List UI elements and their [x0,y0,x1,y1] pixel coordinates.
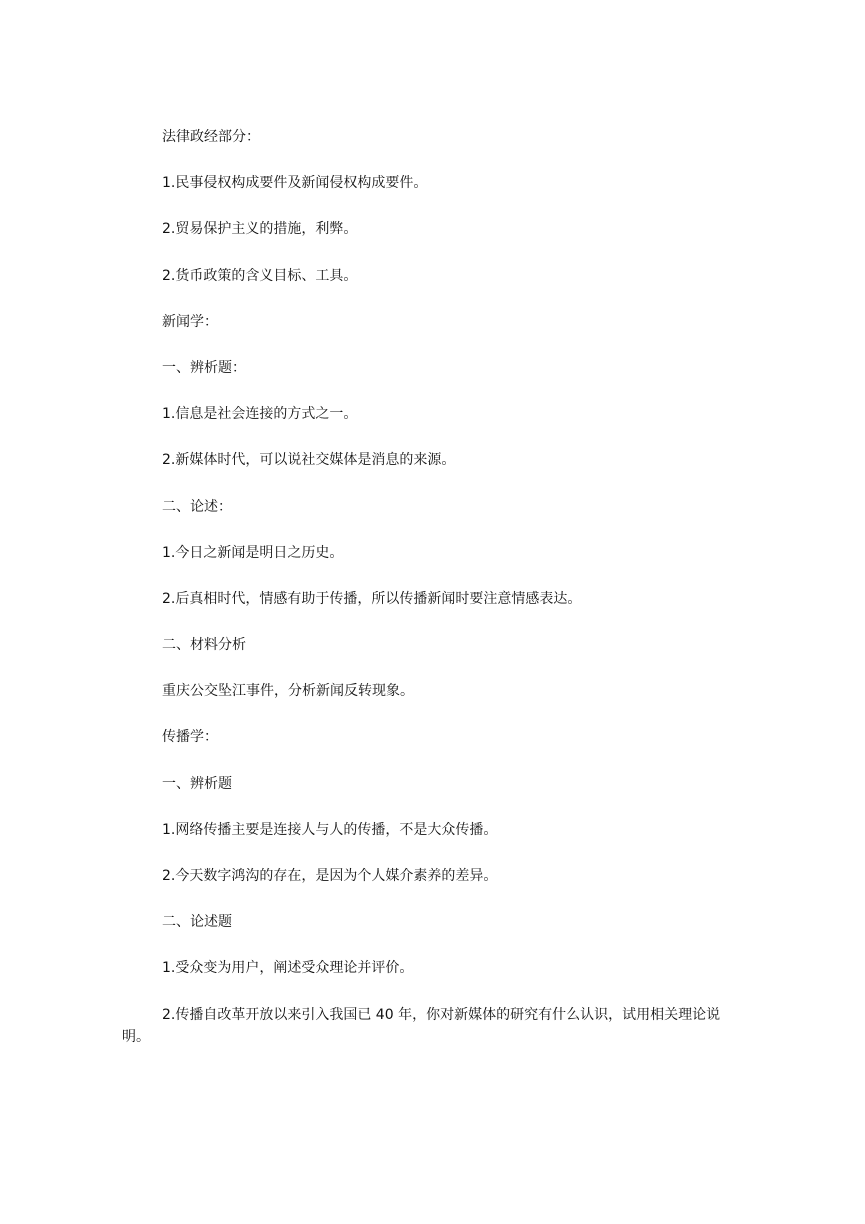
list-item: 1.今日之新闻是明日之历史。 [162,544,344,561]
list-item: 重庆公交坠江事件，分析新闻反转现象。 [162,683,414,700]
list-item: 1.网络传播主要是连接人与人的传播，不是大众传播。 [162,821,498,838]
subsection-heading: 一、辨析题 [162,775,232,792]
list-item: 2.货币政策的含义目标、工具。 [162,267,358,284]
subsection-heading: 二、材料分析 [162,637,246,654]
subsection-heading: 一、辨析题： [162,359,246,376]
document-body [122,126,742,1048]
section-heading-law-politics-economics: 法律政经部分： [162,129,260,145]
subsection-heading: 二、论述： [162,498,232,515]
list-item: 2.传播自改革开放以来引入我国已 40 年，你对新媒体的研究有什么认识，试用相关理论说明。 [122,1006,721,1045]
subsection-heading: 二、论述题 [162,914,232,931]
list-item: 2.后真相时代，情感有助于传播，所以传播新闻时要注意情感表达。 [162,590,582,607]
section-heading-journalism: 新闻学： [162,313,218,330]
list-item: 2.今天数字鸿沟的存在，是因为个人媒介素养的差异。 [162,868,498,884]
list-item: 1.受众变为用户，阐述受众理论并评价。 [162,960,414,977]
list-item: 2.新媒体时代，可以说社交媒体是消息的来源。 [162,452,456,469]
list-item: 2.贸易保护主义的措施，利弊。 [162,221,358,238]
list-item: 1.民事侵权构成要件及新闻侵权构成要件。 [162,175,428,192]
list-item: 1.信息是社会连接的方式之一。 [162,406,358,423]
section-heading-communication: 传播学： [162,729,218,746]
